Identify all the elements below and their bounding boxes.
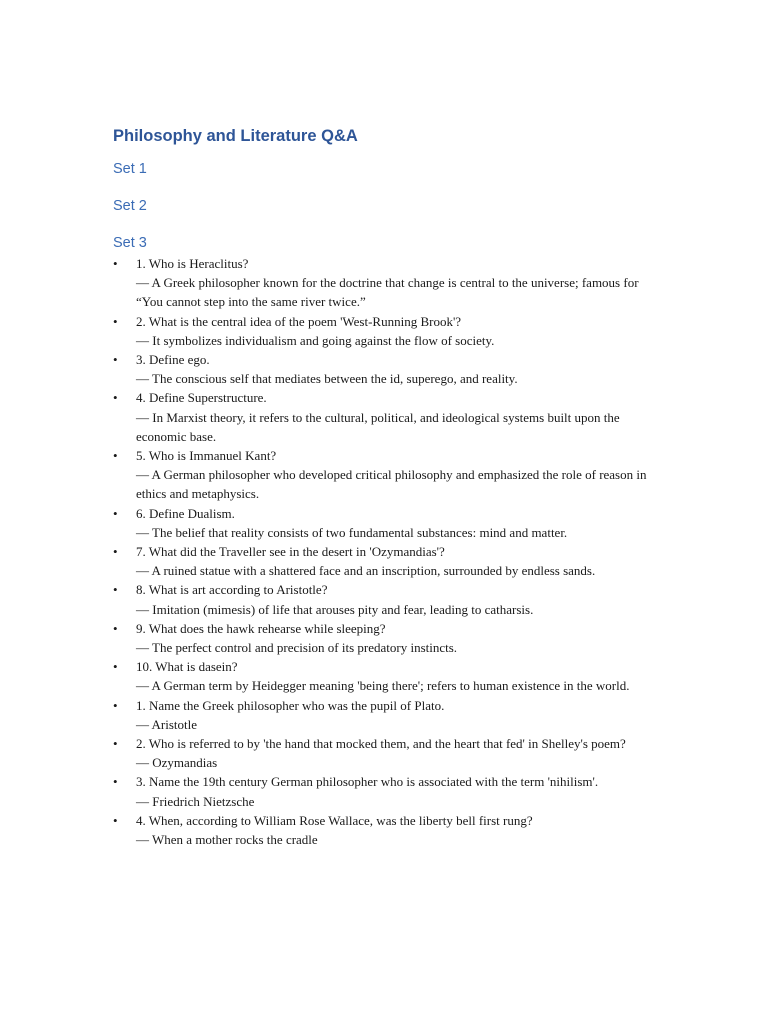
bullet-icon: •	[113, 582, 118, 598]
list-item	[113, 772, 658, 810]
question-text: 8. What is art according to Aristotle?	[136, 582, 328, 598]
answer-text: — It symbolizes individualism and going against the flow of society.	[136, 332, 495, 348]
question-text: 3. Name the 19th century German philosopher who is associated with the term 'nihilism'.	[136, 774, 599, 790]
list-item	[113, 696, 658, 734]
question-text: 4. When, according to William Rose Wallace, was the liberty bell first rung?	[136, 812, 533, 828]
question-text: 7. What did the Traveller see in the desert in 'Ozymandias'?	[136, 544, 445, 560]
list-item	[113, 388, 658, 446]
question-text: 4. Define Superstructure.	[136, 390, 267, 406]
answer-text: — A Greek philosopher known for the doctrine that change is central to the universe; famous for “You cannot step into the same river twice.”	[136, 275, 639, 310]
bullet-icon: •	[113, 812, 118, 828]
list-item	[113, 254, 658, 312]
question-text: 5. Who is Immanuel Kant?	[136, 448, 277, 464]
bullet-icon: •	[113, 736, 118, 752]
question-text: 6. Define Dualism.	[136, 505, 235, 521]
answer-text: — Ozymandias	[136, 755, 218, 771]
answer-text: — The perfect control and precision of its predatory instincts.	[136, 640, 458, 656]
list-item	[113, 619, 658, 657]
set-heading-2: Set 2	[113, 198, 147, 214]
bullet-icon: •	[113, 544, 118, 560]
qa-list	[113, 254, 658, 849]
list-item	[113, 542, 658, 580]
bullet-icon: •	[113, 313, 118, 329]
answer-text: — The conscious self that mediates between the id, superego, and reality.	[136, 371, 518, 387]
bullet-icon: •	[113, 390, 118, 406]
list-item	[113, 312, 658, 350]
answer-text: — The belief that reality consists of two fundamental substances: mind and matter.	[136, 524, 568, 540]
answer-text: — When a mother rocks the cradle	[136, 832, 318, 848]
question-text: 1. Who is Heraclitus?	[136, 256, 249, 271]
question-text: 9. What does the hawk rehearse while sleeping?	[136, 620, 386, 636]
list-item	[113, 350, 658, 388]
answer-text: — A German term by Heidegger meaning 'being there'; refers to human existence in the world.	[136, 678, 630, 694]
answer-text: — Friedrich Nietzsche	[136, 793, 255, 809]
answer-text: — Imitation (mimesis) of life that arouses pity and fear, leading to catharsis.	[136, 601, 534, 617]
list-item	[113, 657, 658, 695]
list-item	[113, 811, 658, 849]
answer-text: — A German philosopher who developed critical philosophy and emphasized the role of reason in ethics and metaphysics.	[136, 467, 647, 502]
document-content	[113, 122, 658, 849]
bullet-icon: •	[113, 774, 118, 790]
set-heading-3: Set 3	[113, 235, 147, 251]
answer-text: — A ruined statue with a shattered face and an inscription, surrounded by endless sands.	[136, 563, 596, 579]
question-text: 3. Define ego.	[136, 352, 210, 368]
question-text: 2. Who is referred to by 'the hand that mocked them, and the heart that fed' in Shelley's poem?	[136, 736, 626, 752]
answer-text: — Aristotle	[136, 716, 198, 732]
list-item	[113, 446, 658, 504]
question-text: 2. What is the central idea of the poem 'West-Running Brook'?	[136, 313, 462, 329]
document-title: Philosophy and Literature Q&A	[113, 127, 358, 145]
set-heading-1: Set 1	[113, 161, 147, 177]
list-item	[113, 580, 658, 618]
list-item	[113, 504, 658, 542]
bullet-icon: •	[113, 352, 118, 368]
bullet-icon: •	[113, 659, 118, 675]
bullet-icon: •	[113, 505, 118, 521]
list-item	[113, 734, 658, 772]
bullet-icon: •	[113, 256, 118, 271]
question-text: 1. Name the Greek philosopher who was the pupil of Plato.	[136, 697, 445, 713]
question-text: 10. What is dasein?	[136, 659, 238, 675]
bullet-icon: •	[113, 448, 118, 464]
bullet-icon: •	[113, 620, 118, 636]
answer-text: — In Marxist theory, it refers to the cultural, political, and ideological systems built upon the economic base.	[136, 409, 620, 444]
bullet-icon: •	[113, 697, 118, 713]
